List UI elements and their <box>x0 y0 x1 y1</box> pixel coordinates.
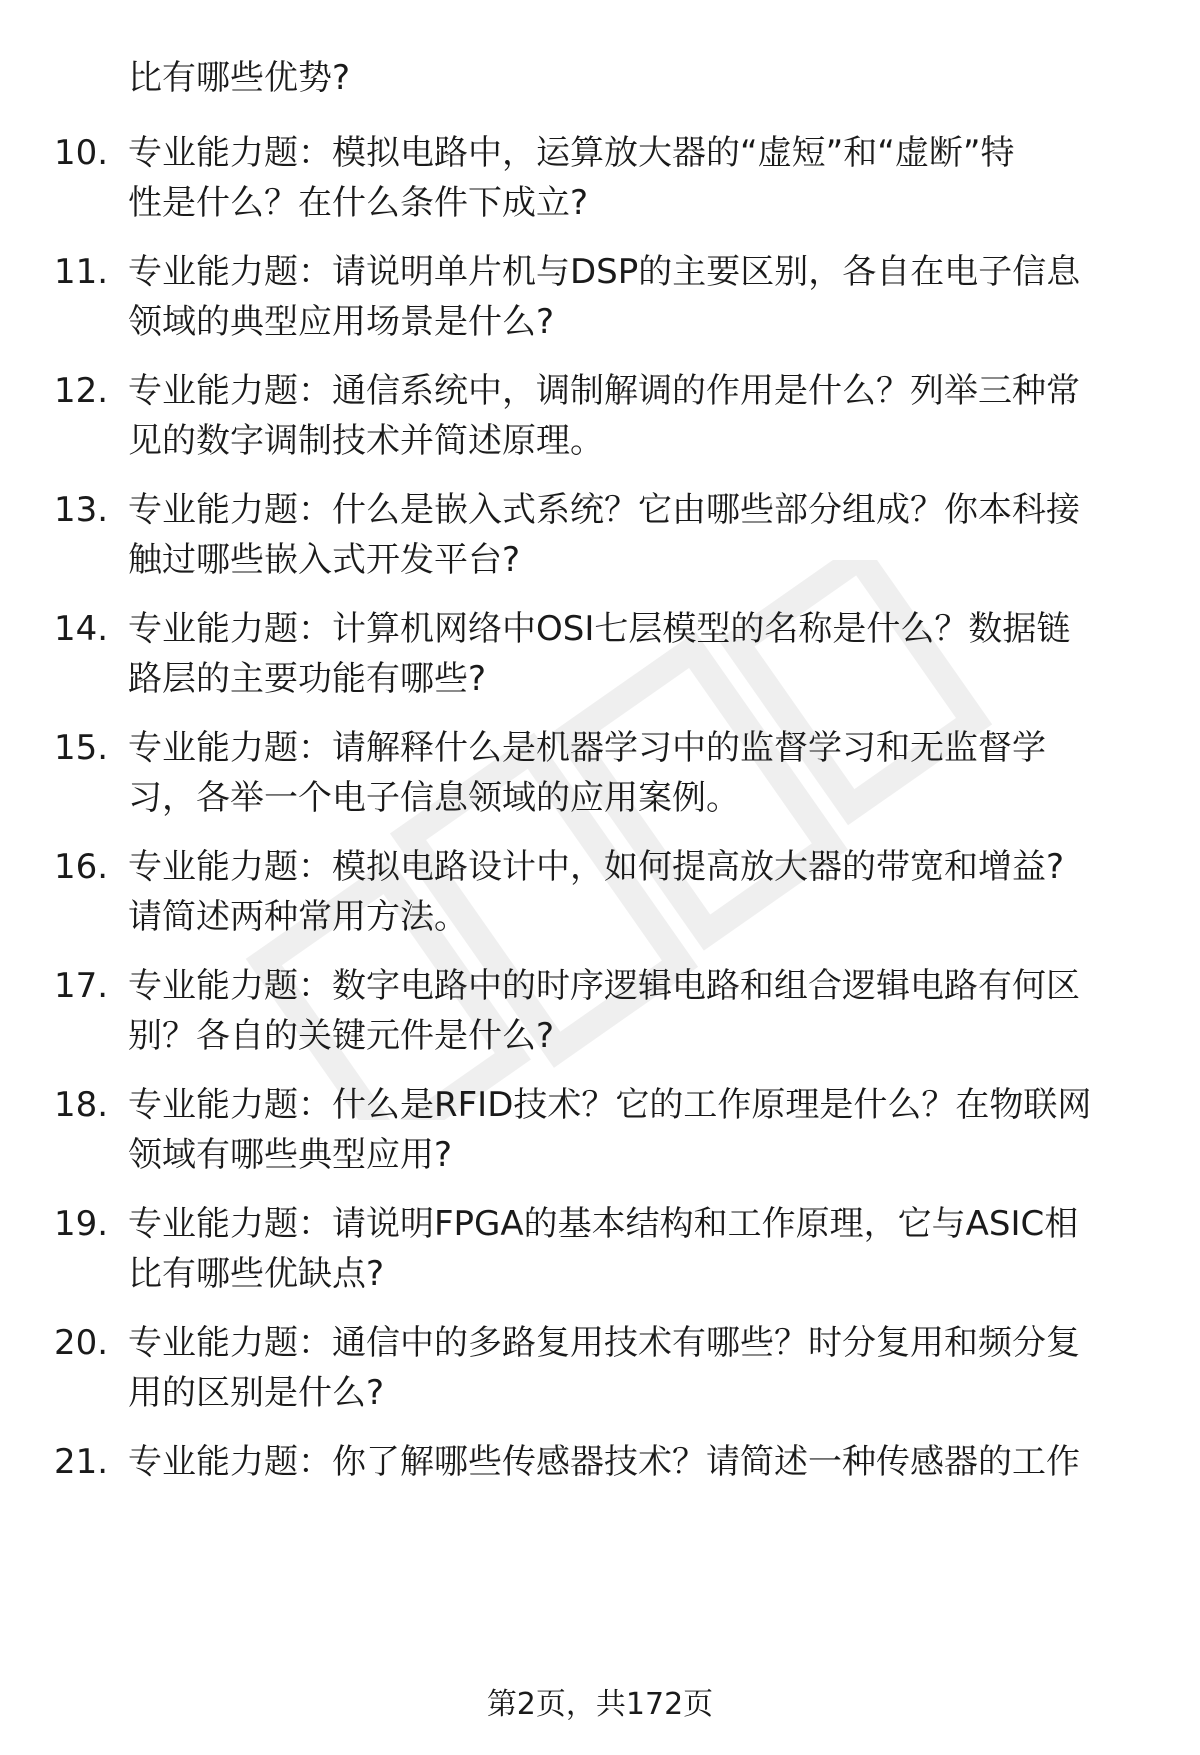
item-line: 比有哪些优势? <box>128 58 351 98</box>
item-line: 触过哪些嵌入式开发平台? <box>128 540 521 580</box>
item-number: 18. <box>54 1085 109 1125</box>
item-line: 专业能力题：通信中的多路复用技术有哪些？时分复用和频分复 <box>128 1323 1080 1363</box>
item-line: 请简述两种常用方法。 <box>128 897 468 937</box>
item-number: 19. <box>54 1204 109 1244</box>
item-number: 10. <box>54 133 109 173</box>
item-text <box>128 366 1148 466</box>
item-line: 专业能力题：你了解哪些传感器技术？请简述一种传感器的工作 <box>128 1442 1080 1482</box>
item-line: 专业能力题：通信系统中，调制解调的作用是什么？列举三种常 <box>128 371 1080 411</box>
item-line: 专业能力题：请解释什么是机器学习中的监督学习和无监督学 <box>128 728 1046 768</box>
item-line: 专业能力题：什么是RFID技术？它的工作原理是什么？在物联网 <box>128 1085 1092 1125</box>
item-text <box>128 604 1148 704</box>
item-text <box>128 485 1148 585</box>
item-text <box>128 723 1148 823</box>
item-line: 专业能力题：请说明FPGA的基本结构和工作原理，它与ASIC相 <box>128 1204 1079 1244</box>
item-line: 习，各举一个电子信息领域的应用案例。 <box>128 778 740 818</box>
item-line: 专业能力题：模拟电路中，运算放大器的“虚短”和“虚断”特 <box>128 133 1015 173</box>
item-line: 专业能力题：模拟电路设计中，如何提高放大器的带宽和增益? <box>128 847 1065 887</box>
item-number: 11. <box>54 252 109 292</box>
item-line: 专业能力题：什么是嵌入式系统？它由哪些部分组成？你本科接 <box>128 490 1080 530</box>
page-footer <box>0 1685 1200 1725</box>
item-number: 15. <box>54 728 109 768</box>
item-text <box>128 53 1148 103</box>
item-number: 21. <box>54 1442 109 1482</box>
item-number: 17. <box>54 966 109 1006</box>
item-number: 20. <box>54 1323 109 1363</box>
item-line: 比有哪些优缺点? <box>128 1254 385 1294</box>
item-line: 见的数字调制技术并简述原理。 <box>128 421 604 461</box>
item-number: 14. <box>54 609 109 649</box>
item-number: 12. <box>54 371 109 411</box>
item-text <box>128 1199 1148 1299</box>
item-text <box>128 247 1148 347</box>
item-text <box>128 961 1148 1061</box>
item-text <box>128 128 1148 228</box>
item-text <box>128 1437 1148 1487</box>
item-text <box>128 842 1148 942</box>
item-line: 专业能力题：请说明单片机与DSP的主要区别，各自在电子信息 <box>128 252 1081 292</box>
item-line: 专业能力题：计算机网络中OSI七层模型的名称是什么？数据链 <box>128 609 1071 649</box>
page-number-label: 第2页，共172页 <box>486 1687 714 1722</box>
item-line: 专业能力题：数字电路中的时序逻辑电路和组合逻辑电路有何区 <box>128 966 1080 1006</box>
item-line: 领域有哪些典型应用? <box>128 1135 453 1175</box>
item-line: 路层的主要功能有哪些? <box>128 659 487 699</box>
item-line: 性是什么？在什么条件下成立? <box>128 183 589 223</box>
item-number: 13. <box>54 490 109 530</box>
item-line: 用的区别是什么? <box>128 1373 385 1413</box>
item-line: 领域的典型应用场景是什么? <box>128 302 555 342</box>
item-text <box>128 1080 1148 1180</box>
item-text <box>128 1318 1148 1418</box>
item-number: 16. <box>54 847 109 887</box>
item-line: 别？各自的关键元件是什么? <box>128 1016 555 1056</box>
